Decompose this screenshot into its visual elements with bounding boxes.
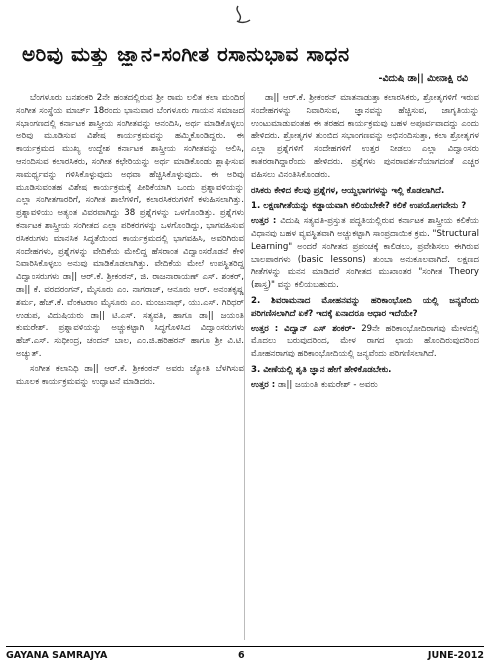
page-number: 6 bbox=[238, 650, 245, 661]
article-title: ಅರಿವು ಮತ್ತು ಜ್ಞಾನ-ಸಂಗೀತ ರಸಾನುಭಾವ ಸಾಧನ bbox=[22, 42, 350, 66]
answer-text: 29ನೇ ಹರಿಕಾಂಭೋದಿರಾಗವು ಮೇಳದಲ್ಲಿ ಮೊದಲು ಬರುವುದರಿಂದ, ಮೇಳ ರಾಗದ ಛಾಯ ಹೊಂದಿರುವುದರಿಂದ ಮೋಹನರಾಗವು ಹರಿಕಾಂಭೋದಿಯಲ್ಲಿ ಜನ್ಯವೆಂದು ಪರಿಗಣಿಸಲಾಗಿದೆ. bbox=[251, 323, 479, 360]
answer-text: ಡಾ|| ಜಯಂತಿ ಕುಮರೇಶ್ - ಅವರು bbox=[277, 379, 378, 390]
question-3: 3. ವೀಣೆಯಲ್ಲಿ ಶೃತಿ ಜ್ಞಾನ ಹೇಗೆ ಹೇಳಿಕೊಡಬೇಕು. bbox=[251, 364, 392, 375]
questions-lead: ರಸಿಕರು ಕೇಳಿದ ಕೆಲವು ಪ್ರಶ್ನೆಗಳ, ಆಯ್ದಭಾಗಗಳನ್ನು ಇಲ್ಲಿ ಕೊಡಲಾಗಿದೆ. bbox=[251, 185, 445, 196]
magazine-name: GAYANA SAMRAJYA bbox=[6, 650, 108, 661]
issue-date: JUNE-2012 bbox=[427, 650, 484, 661]
answer-3 bbox=[251, 379, 479, 392]
answer-label: ಉತ್ತರ : ವಿದ್ವಾನ್ ಎಸ್ ಶಂಕರ್- bbox=[251, 323, 356, 334]
answer-label: ಉತ್ತರ : bbox=[251, 216, 277, 227]
answer-1 bbox=[251, 215, 479, 292]
answer-2 bbox=[251, 323, 479, 361]
right-column bbox=[251, 92, 479, 640]
left-paragraph: ಸಂಗೀತ ಕಲಾನಿಧಿ ಡಾ|| ಆರ್.ಕೆ. ಶ್ರೀಕಂಠನ್ ಅವರು ಜ್ಯೋತಿ ಬೆಳಗಿಸುವ ಮೂಲಕ ಕಾರ್ಯಕ್ರಮವನ್ನು ಉದ್ಘಾಟನೆ ಮಾಡಿದರು. bbox=[16, 363, 244, 387]
right-intro-paragraph: ಡಾ|| ಆರ್.ಕೆ. ಶ್ರೀಕಂಠನ್ ಮಾತನಾಡುತ್ತಾ ಕಲಾರಸಿಕರು, ಶ್ರೋತೃಗಳಿಗೆ ಇರುವ ಸಂದೇಹಗಳನ್ನು ನಿವಾರಿಸುವ, ಜ್ಞಾನವನ್ನು ಹೆಚ್ಚಿಸುವ, ಜಾಗೃತಿಯನ್ನು ಉಂಟುಮಾಡುವಂತಹ ಈ ತರಹದ ಕಾರ್ಯಕ್ರಮವು ಬಹಳ ಅಪೂರ್ವವಾದದ್ದು ಎಂದು ಹೇಳಿದರು. ಶ್ರೋತೃಗಳ ತುಂಬಿದ ಸಭಾಂಗಣವನ್ನು ಅಭಿನಂದಿಸುತ್ತಾ, ಕಲಾ ಶ್ರೋತೃಗಳ ಎಲ್ಲಾ ಪ್ರಶ್ನೆಗಳಿಗೆ ಸಂದೇಹಗಳಿಗೆ ಉತ್ತರ ನೀಡಲು ಎಲ್ಲಾ ವಿದ್ವಾಂಸರು ಕಾತರರಾಗಿದ್ದಾರೆಂದು ಹೇಳಿದರು. ಪ್ರಶ್ನೆಗಳು ಪುನರಾವರ್ತನೆಯಾಗದಂತೆ ಎಚ್ಚರ ವಹಿಸಲು ವಿನಂತಿಸಿಕೊಂಡರು. bbox=[251, 93, 479, 180]
footer-rule bbox=[6, 646, 484, 647]
column-divider bbox=[244, 92, 245, 640]
ornament-squiggle bbox=[226, 4, 256, 26]
answer-label: ಉತ್ತರ : bbox=[251, 379, 276, 390]
left-paragraph: ಬೆಂಗಳೂರು ಬನಶಂಕರಿ 2ನೇ ಹಂತದಲ್ಲಿರುವ ಶ್ರೀ ರಾಮ ಲಲಿತ ಕಲಾ ಮಂದಿರ ಸಂಗೀತ ಸಂಸ್ಥೆಯ ಮಾರ್ಚ್ 18ರಂದು ಭಾನುವಾರ ಬೆಂಗಳೂರು ಗಾಯನ ಸಮಾಜದ ಸಭಾಂಗಣದಲ್ಲಿ ಕರ್ನಾಟಕ ಶಾಸ್ತ್ರೀಯ ಸಂಗೀತವನ್ನು ಆನಂದಿಸಿ, ಅರ್ಥ ಮಾಡಿಕೊಳ್ಳಲು ಅರಿವು ಮೂಡಿಸುವ ವಿಶೇಷ ಕಾರ್ಯಕ್ರಮವನ್ನು ಹಮ್ಮಿಕೊಂಡಿದ್ದರು. ಈ ಕಾರ್ಯಕ್ರಮದ ಮುಖ್ಯ ಉದ್ದೇಶ ಕರ್ನಾಟಕ ಶಾಸ್ತ್ರೀಯ ಸಂಗೀತವನ್ನು ಆಲಿಸಿ, ಆನಂದಿಸುವ ಕಲಾರಸಿಕರು, ಸಂಗೀತ ಕಛೇರಿಯನ್ನು ಅರ್ಥ ಮಾಡಿಕೊಂಡು ಶ್ಲಾಘಿಸುವ ಸಾಮರ್ಥ್ಯವನ್ನು ಗಳಿಸಿಕೊಳ್ಳುವುದು ಅಥವಾ ಹೆಚ್ಚಿಸಿಕೊಳ್ಳುವುದು. ಈ ಅರಿವು ಮೂಡಿಸುವಂತಹ ವಿಶೇಷ ಕಾರ್ಯಕ್ರಮಕ್ಕೆ ಪೀಠಿಕೆಯಾಗಿ ಒಂದು ಪ್ರಶ್ನಾವಳಿಯನ್ನು ಎಲ್ಲಾ ಸಂಗೀತಗಾರರಿಗೆ, ಸಂಗೀತ ಶಾಲೆಗಳಿಗೆ, ಕಲಾರಸಿಕರುಗಳಿಗೆ ಕಳುಹಿಸಲಾಗಿತ್ತು. ಪ್ರಶ್ನಾವಳಿಯು ಅತ್ಯಂತ ವಿವರವಾಗಿದ್ದು 38 ಪ್ರಶ್ನೆಗಳನ್ನು ಒಳಗೊಂಡಿತ್ತು. ಪ್ರಶ್ನೆಗಳು ಕರ್ನಾಟಕ ಶಾಸ್ತ್ರೀಯ ಸಂಗೀತದ ಎಲ್ಲಾ ಪರಿಕರಗಳನ್ನು ಒಳಗೊಂಡಿದ್ದು, ಭಾಗವಹಿಸುವ ರಸಿಕರುಗಳು ಮಾನಸಿಕ ಸಿದ್ಧತೆಯಿಂದ ಕಾರ್ಯಕ್ರಮದಲ್ಲಿ ಭಾಗವಹಿಸಿ, ಅವರಿಗಿರುವ ಸಂದೇಹಗಳು, ಪ್ರಶ್ನೆಗಳನ್ನು ವೇದಿಕೆಯ ಮೇಲಿದ್ದ ಹೆಸರಾಂತ ವಿದ್ವಾಂಸರೊಡನೆ ಕೇಳಿ ನಿವಾರಿಸಿಕೊಳ್ಳಲು ಅನುವು ಮಾಡಿಕೊಡಲಾಗಿತ್ತು. ವೇದಿಕೆಯ ಮೇಲೆ ಉಪಸ್ಥಿತರಿದ್ದ ವಿದ್ವಾಂಸರುಗಳು ಡಾ|| ಆರ್.ಕೆ. ಶ್ರೀಕಂಠನ್, ಜಿ. ರಾಜನಾರಾಯಣ್ ಎಸ್. ಶಂಕರ್, ಡಾ|| ಕೆ. ವರದರಂಗನ್, ಮೈಸೂರು ಎಂ. ನಾಗರಾಜ್, ಆನೂರು ಆರ್. ಅನಂತಕೃಷ್ಣ ಶರ್ಮ, ಹೆಚ್.ಕೆ. ವೆಂಕಟರಾಂ ಮೈಸೂರು ಎಂ. ಮಂಜುನಾಥ್, ಯು.ಎಸ್. ಗಿರಿಧರ್ ಉಡುಪ, ವಿದುಷಿಯರು ಡಾ|| ಟಿ.ಎಸ್. ಸತ್ಯವತಿ, ಹಾಗೂ ಡಾ|| ಜಯಂತಿ ಕುಮರೇಶ್. ಪ್ರಶ್ನಾವಳಿಯನ್ನು ಅಚ್ಚುಕಟ್ಟಾಗಿ ಸಿದ್ಧಗೊಳಿಸಿದ ವಿದ್ವಾಂಸರುಗಳು ಹೆಚ್.ಎಸ್. ಸುಧೀಂದ್ರ, ಚಂದನ್ ಬಾಲ, ಎಂ.ಜಿ.ಹರಿಹರನ್ ಹಾಗೂ ಶ್ರೀ ವಿ.ಟಿ. ಅಚ್ಯುತ್. bbox=[16, 93, 244, 359]
page-footer bbox=[6, 650, 484, 664]
left-column bbox=[16, 92, 244, 640]
question-2: 2. ಶಿವರಾಮನಾದ ಮೋಹನವನ್ನು ಹರಿಕಾಂಭೋದಿ ಯಲ್ಲಿ ಜನ್ಯವೆಂದು ಪರಿಗಣಿಸಲಾಗಿದೆ ಏಕೆ? ಇದಕ್ಕೆ ಏನಾದರೂ ಆಧಾರ ಇದೆಯೇ? bbox=[251, 295, 479, 319]
question-1: 1. ಲಕ್ಷಣಗೀತೆಯನ್ನು ಕಡ್ಡಾಯವಾಗಿ ಕಲಿಯಬೇಕೇ? ಕಲಿಕೆ ಉಪಯೋಗವೇನು ? bbox=[251, 201, 467, 212]
answer-text: ವಿದುಷಿ ಸತ್ಯವತಿ-ಪ್ರಸ್ತುತ ಪದ್ಧತಿಯಲ್ಲಿರುವ ಕರ್ನಾಟಕ ಶಾಸ್ತ್ರೀಯ ಕಲಿಕೆಯ ವಿಧಾನವು ಬಹಳ ವ್ಯವಸ್ಥಿತವಾಗಿ ಅಚ್ಚುಕಟ್ಟಾಗಿ ಸಾಂಪ್ರದಾಯಿಕ ಕ್ರಮ. "Structural Learning" ಅಂದರೆ ಸಂಗೀತದ ಪ್ರಪಂಚಕ್ಕೆ ಕಾಲಿಡಲು, ಪ್ರವೇಶಿಸಲು ಈಗಿರುವ ಬಾಲಪಾಠಗಳು (basic lessons) ತುಂಬಾ ಅನುಕೂಲವಾಗಿದೆ. ಲಕ್ಷಣದ ಗೀತೆಗಳನ್ನು ಮನನ ಮಾಡಿದರೆ ಸಂಗೀತದ ಮುಖಾಂತರ "ಸಂಗೀತ Theory (ಶಾಸ್ತ್ರ)" ವನ್ನು ಕಲಿಯಬಹುದು. bbox=[251, 216, 479, 291]
article-byline: -ವಿದುಷಿ ಡಾ|| ಮೀನಾಕ್ಷಿ ರವಿ bbox=[378, 73, 468, 84]
